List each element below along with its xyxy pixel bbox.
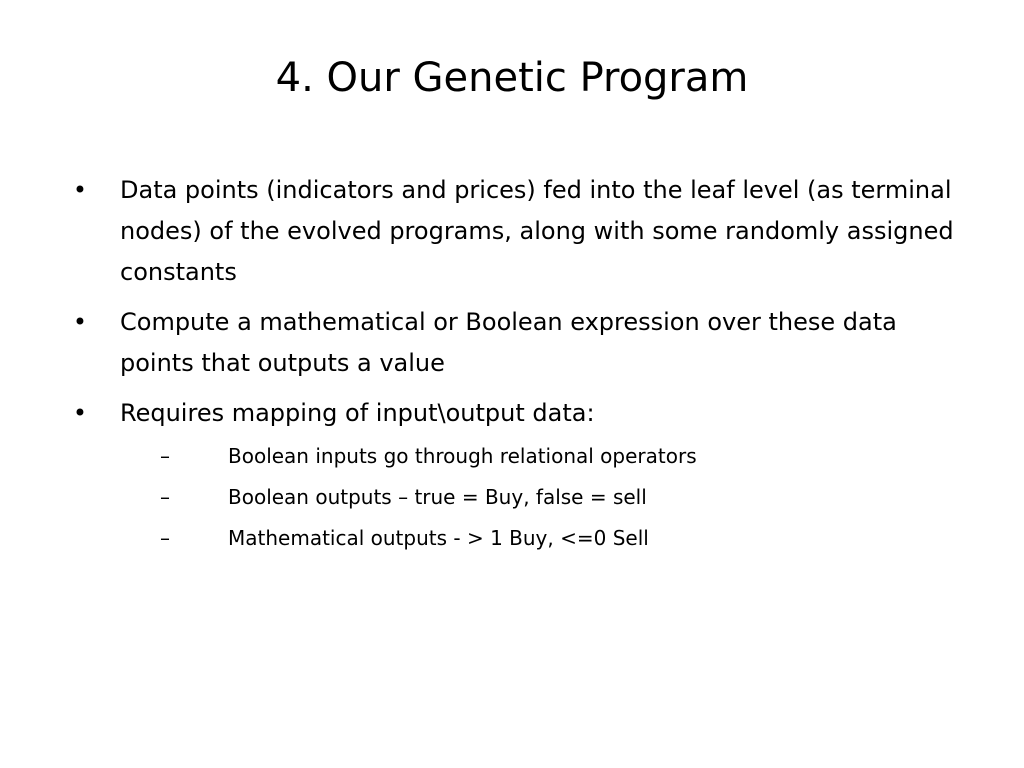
bullet-text: Requires mapping of input\output data: bbox=[120, 399, 595, 427]
subbullet-item-3 bbox=[108, 518, 956, 559]
bullet-dot-icon: • bbox=[72, 308, 88, 336]
slide-title: 4. Our Genetic Program bbox=[275, 55, 749, 101]
dash-icon: – bbox=[160, 485, 170, 509]
bullet-dot-icon: • bbox=[72, 399, 88, 427]
bullet-text: Compute a mathematical or Boolean expression over these data points that outputs a value bbox=[120, 308, 897, 377]
bullet-list bbox=[56, 170, 956, 568]
subbullet-item-1 bbox=[108, 436, 956, 477]
bullet-item-3 bbox=[56, 393, 956, 559]
subbullet-item-2 bbox=[108, 477, 956, 518]
dash-icon: – bbox=[160, 526, 170, 550]
bullet-dot-icon: • bbox=[72, 176, 88, 204]
subbullet-list bbox=[108, 436, 956, 559]
subbullet-text: Boolean inputs go through relational operators bbox=[228, 444, 697, 468]
bullet-item-1 bbox=[56, 170, 956, 293]
dash-icon: – bbox=[160, 444, 170, 468]
subbullet-text: Mathematical outputs - > 1 Buy, <=0 Sell bbox=[228, 526, 649, 550]
bullet-text: Data points (indicators and prices) fed into the leaf level (as terminal nodes) of the evolved programs, along with some randomly assigned constants bbox=[120, 176, 954, 286]
subbullet-text: Boolean outputs – true = Buy, false = sell bbox=[228, 485, 647, 509]
bullet-item-2 bbox=[56, 302, 956, 384]
